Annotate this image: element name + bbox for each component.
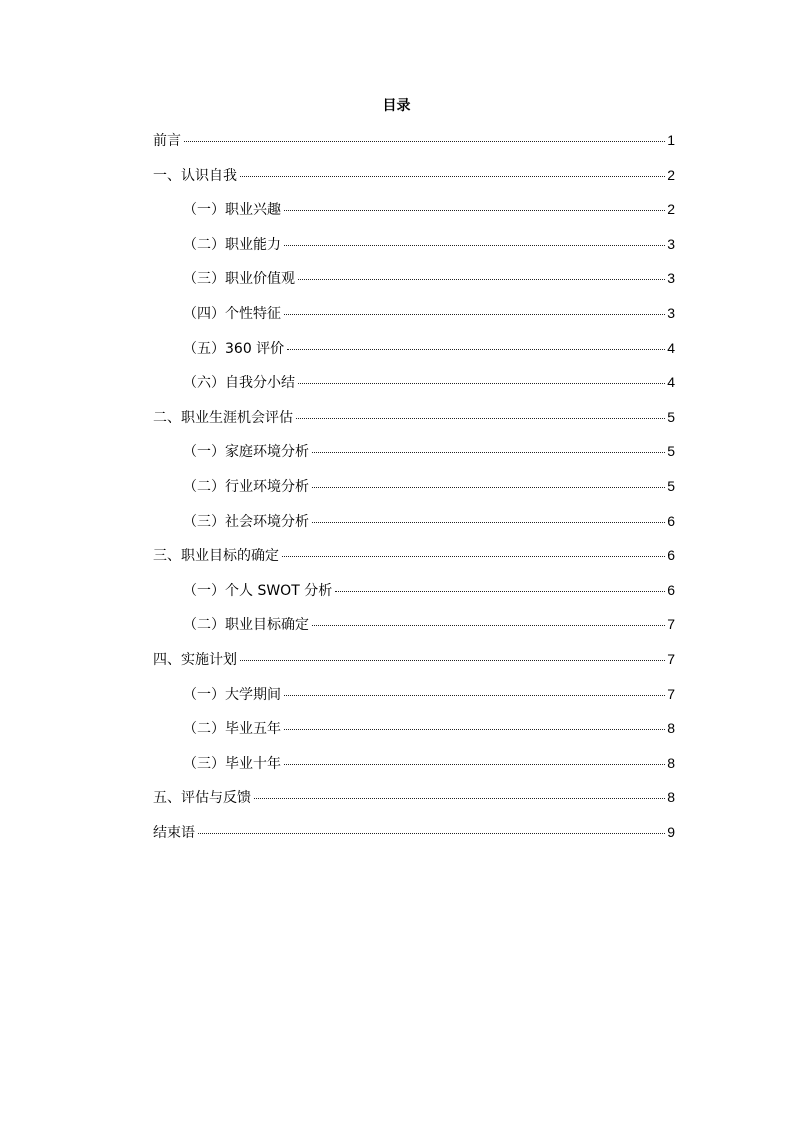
toc-dot-leader [184, 141, 665, 142]
toc-entry[interactable] [153, 441, 675, 476]
toc-dot-leader [284, 695, 665, 696]
toc-dot-leader [312, 452, 665, 453]
toc-entry[interactable] [153, 234, 675, 269]
toc-entry-label: （六）自我分小结 [183, 375, 295, 392]
toc-entry-page-number: 8 [667, 754, 675, 771]
toc-dot-leader [284, 314, 665, 315]
toc-entry[interactable] [153, 511, 675, 546]
toc-entry-page-number: 7 [667, 685, 675, 702]
toc-entry-label: （三）职业价值观 [183, 271, 295, 288]
toc-entry[interactable] [153, 718, 675, 753]
toc-entry-label: 二、职业生涯机会评估 [153, 409, 293, 426]
toc-entry[interactable] [153, 407, 675, 442]
toc-dot-leader [284, 245, 665, 246]
toc-dot-leader [298, 279, 665, 280]
toc-dot-leader [335, 591, 665, 592]
toc-entry-label: （三）毕业十年 [183, 755, 281, 772]
toc-entry[interactable] [153, 684, 675, 719]
toc-entry-page-number: 2 [667, 201, 675, 218]
toc-dot-leader [287, 349, 665, 350]
toc-entry-label: 四、实施计划 [153, 651, 237, 668]
toc-entry[interactable] [153, 268, 675, 303]
toc-entry-label: （二）职业目标确定 [183, 617, 309, 634]
toc-dot-leader [312, 522, 665, 523]
toc-entry-page-number: 5 [667, 408, 675, 425]
toc-dot-leader [240, 176, 665, 177]
toc-entry-label: （五）360 评价 [183, 340, 285, 357]
toc-entry[interactable] [153, 649, 675, 684]
toc-entry-label: 结束语 [153, 824, 195, 841]
toc-entry-page-number: 3 [667, 270, 675, 287]
toc-entry-page-number: 6 [667, 547, 675, 564]
toc-dot-leader [282, 556, 665, 557]
toc-entry-page-number: 2 [667, 166, 675, 183]
toc-entry-label: （二）行业环境分析 [183, 478, 309, 495]
toc-entry[interactable] [153, 130, 675, 165]
toc-entry-page-number: 6 [667, 512, 675, 529]
toc-entry[interactable] [153, 303, 675, 338]
toc-entry-page-number: 6 [667, 581, 675, 598]
toc-entry-label: （一）职业兴趣 [183, 202, 281, 219]
toc-entry-label: （一）家庭环境分析 [183, 444, 309, 461]
toc-entry-page-number: 7 [667, 616, 675, 633]
toc-dot-leader [298, 383, 665, 384]
toc-dot-leader [284, 210, 665, 211]
toc-entry[interactable] [153, 165, 675, 200]
toc-entry-label: 一、认识自我 [153, 167, 237, 184]
toc-entry-page-number: 3 [667, 235, 675, 252]
toc-entry[interactable] [153, 787, 675, 822]
toc-entry-page-number: 8 [667, 720, 675, 737]
toc-entry-label: （二）职业能力 [183, 236, 281, 253]
toc-dot-leader [284, 729, 665, 730]
toc-entry-page-number: 9 [667, 823, 675, 840]
toc-dot-leader [296, 418, 665, 419]
toc-entry[interactable] [153, 614, 675, 649]
toc-entry-page-number: 5 [667, 477, 675, 494]
toc-dot-leader [312, 625, 665, 626]
toc-entry[interactable] [153, 545, 675, 580]
toc-entry[interactable] [153, 822, 675, 857]
toc-dot-leader [254, 798, 665, 799]
toc-entry[interactable] [153, 372, 675, 407]
toc-entry-label: （二）毕业五年 [183, 721, 281, 738]
toc-entry-page-number: 1 [667, 132, 675, 148]
toc-entry[interactable] [153, 580, 675, 615]
toc-entry-page-number: 5 [667, 443, 675, 460]
toc-dot-leader [198, 833, 665, 834]
toc-entry[interactable] [153, 199, 675, 234]
toc-entry-page-number: 7 [667, 650, 675, 667]
toc-entry-label: （四）个性特征 [183, 305, 281, 322]
toc-entry-page-number: 8 [667, 789, 675, 806]
toc-entry-label: 三、职业目标的确定 [153, 548, 279, 565]
toc-title: 目录 [382, 98, 411, 114]
toc-dot-leader [240, 660, 665, 661]
table-of-contents [153, 130, 675, 856]
toc-entry-page-number: 3 [667, 304, 675, 321]
toc-entry[interactable] [153, 476, 675, 511]
toc-entry[interactable] [153, 338, 675, 373]
toc-entry-page-number: 4 [667, 339, 675, 356]
toc-dot-leader [312, 487, 665, 488]
toc-entry[interactable] [153, 753, 675, 788]
toc-entry-label: （一）大学期间 [183, 686, 281, 703]
toc-dot-leader [284, 764, 665, 765]
toc-entry-label: 五、评估与反馈 [153, 790, 251, 807]
toc-entry-page-number: 4 [667, 374, 675, 391]
toc-entry-label: （三）社会环境分析 [183, 513, 309, 530]
toc-entry-label: （一）个人 SWOT 分析 [183, 582, 333, 599]
toc-entry-label: 前言 [153, 133, 181, 149]
